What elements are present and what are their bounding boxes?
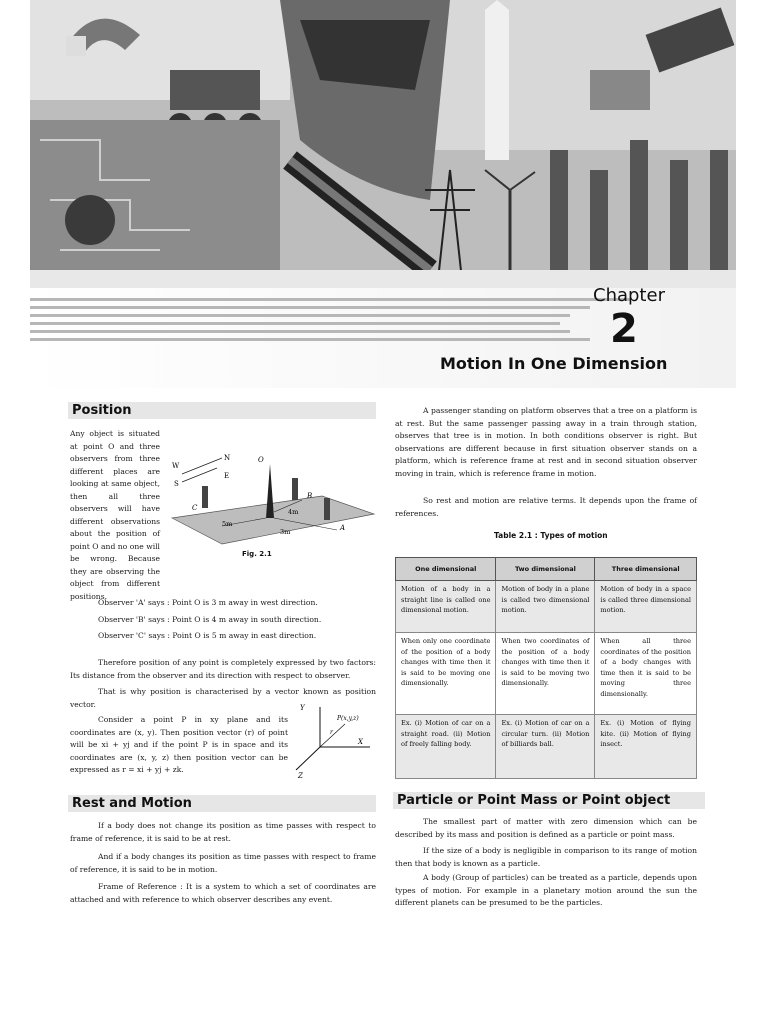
compass-s: S [174,480,179,488]
axis-y-label: Y [300,704,305,712]
table-cell: Motion of body in a space is called three dimensional motion. [595,581,697,633]
header-stripe [30,338,590,341]
header-stripe [30,306,590,309]
table-row [396,633,697,715]
compass-e: E [224,472,230,480]
axis-z-label: Z [298,772,303,780]
compass-w: W [172,462,180,470]
compass-n: N [224,454,231,462]
position-vector-paragraph: That is why position is characterised by a vector known as position vector. [70,687,376,709]
position-paragraph [70,428,160,603]
chapter-label: Chapter [593,285,665,306]
table-header-cell: Two dimensional [496,558,595,581]
table-cell: When only one coordinate of the position of a body changes with time then it is said to be moving one dimensionally. [396,633,496,715]
table-cell: Motion of a body in a straight line is called one dimensional motion. [396,581,496,633]
table-cell: Ex. (i) Motion of car on a circular turn. (ii) Motion of billiards ball. [496,715,595,779]
table-cell: When all three coordinates of the position of a body changes with time then it is said to be moving three dimensionally. [595,633,697,715]
observers-diagram [162,446,382,556]
chapter-banner-image [30,0,736,290]
figure-caption: Fig. 2.1 [242,550,272,558]
table-header-cell: Three dimensional [595,558,697,581]
rest-definition: If a body does not change its position as time passes with respect to frame of reference, it is said to be at rest. [70,821,376,843]
distance-4m: 4m [288,508,299,516]
observer-c-label: C [192,504,198,512]
table-header-cell: One dimensional [396,558,496,581]
observer-c-statement: Observer 'C' says : Point O is 5 m away in east direction. [98,631,317,640]
passenger-paragraph: A passenger standing on platform observes that a tree on a platform is at rest. But the same passenger passing away in a train through station, observes that tree is in motion. In both conditions observer is right. But observations are different because in first situation observer stands on a platform, which is reference frame at rest and in second situation observer moving in train, which is reference frame in motion. [395,406,697,478]
relative-terms-paragraph: So rest and motion are relative terms. It depends upon the frame of references. [395,496,697,518]
observer-b-statement: Observer 'B' says : Point O is 4 m away in south direction. [98,615,322,624]
table-caption: Table 2.1 : Types of motion [494,531,608,540]
table-row [396,581,697,633]
particle-size-paragraph: If the size of a body is negligible in comparison to its range of motion then that body is known as a particle. [395,846,697,868]
particle-definition: The smallest part of matter with zero dimension which can be described by its mass and position is defined as a particle or point mass. [395,817,697,839]
chapter-title: Motion In One Dimension [440,354,668,373]
chapter-number: 2 [610,306,638,352]
observer-a-label: A [340,524,346,532]
distance-3m: 3m [280,528,291,536]
axis-x-label: X [358,738,363,746]
table-cell: When two coordinates of the position of a body changes with time then it is said to be moving two dimensionally. [496,633,595,715]
frame-of-reference-definition: Frame of Reference : It is a system to which a set of coordinates are attached and with reference to which observer describes any event. [70,882,376,904]
table-row [396,715,697,779]
header-stripe [30,314,570,317]
header-stripe [30,298,630,301]
point-o-label: O [258,456,264,464]
section-heading-particle: Particle or Point Mass or Point object [393,792,705,809]
xyz-axes-diagram [290,702,380,782]
position-intro-text: Any object is situated at point O and three observers from three different places are looking at same object, then all three observers will have different observations about the position of point O and no one will be wrong. Because they are observing the object from different positions. [70,429,160,601]
section-heading-rest-motion: Rest and Motion [68,795,376,812]
table-header-row [396,558,697,581]
point-p-label: P(x,y,z) [337,715,359,722]
types-of-motion-table [395,557,697,779]
table-cell: Ex. (i) Motion of flying kite. (ii) Motion of flying insect. [595,715,697,779]
position-factors-paragraph: Therefore position of any point is completely expressed by two factors: Its distance from the observer and its direction with respect to observer. [70,658,376,680]
header-stripe [30,322,560,325]
coordinates-paragraph: Consider a point P in xy plane and its coordinates are (x, y). Then position vector (r) of point will be xi + yj and if the point P is in space and its coordinates are (x, y, z) then position vector can be expressed as r = xi + yj + zk. [70,715,288,774]
particle-group-paragraph: A body (Group of particles) can be treated as a particle, depends upon types of motion. For example in a planetary motion around the sun the different planets can be presumed to be the particles. [395,873,697,907]
motion-definition: And if a body changes its position as time passes with respect to frame of reference, it is said to be in motion. [70,852,376,874]
observer-b-label: B [307,492,313,500]
distance-5m: 5m [222,520,233,528]
banner-collage-illustration [30,0,736,290]
vector-r-label: r [330,729,333,736]
section-heading-position: Position [68,402,376,419]
figure-observers [162,446,382,556]
header-stripe [30,330,570,333]
table-cell: Motion of body in a plane is called two dimensional motion. [496,581,595,633]
observer-a-statement: Observer 'A' says : Point O is 3 m away in west direction. [98,598,318,607]
table-cell: Ex. (i) Motion of car on a straight road. (ii) Motion of freely falling body. [396,715,496,779]
